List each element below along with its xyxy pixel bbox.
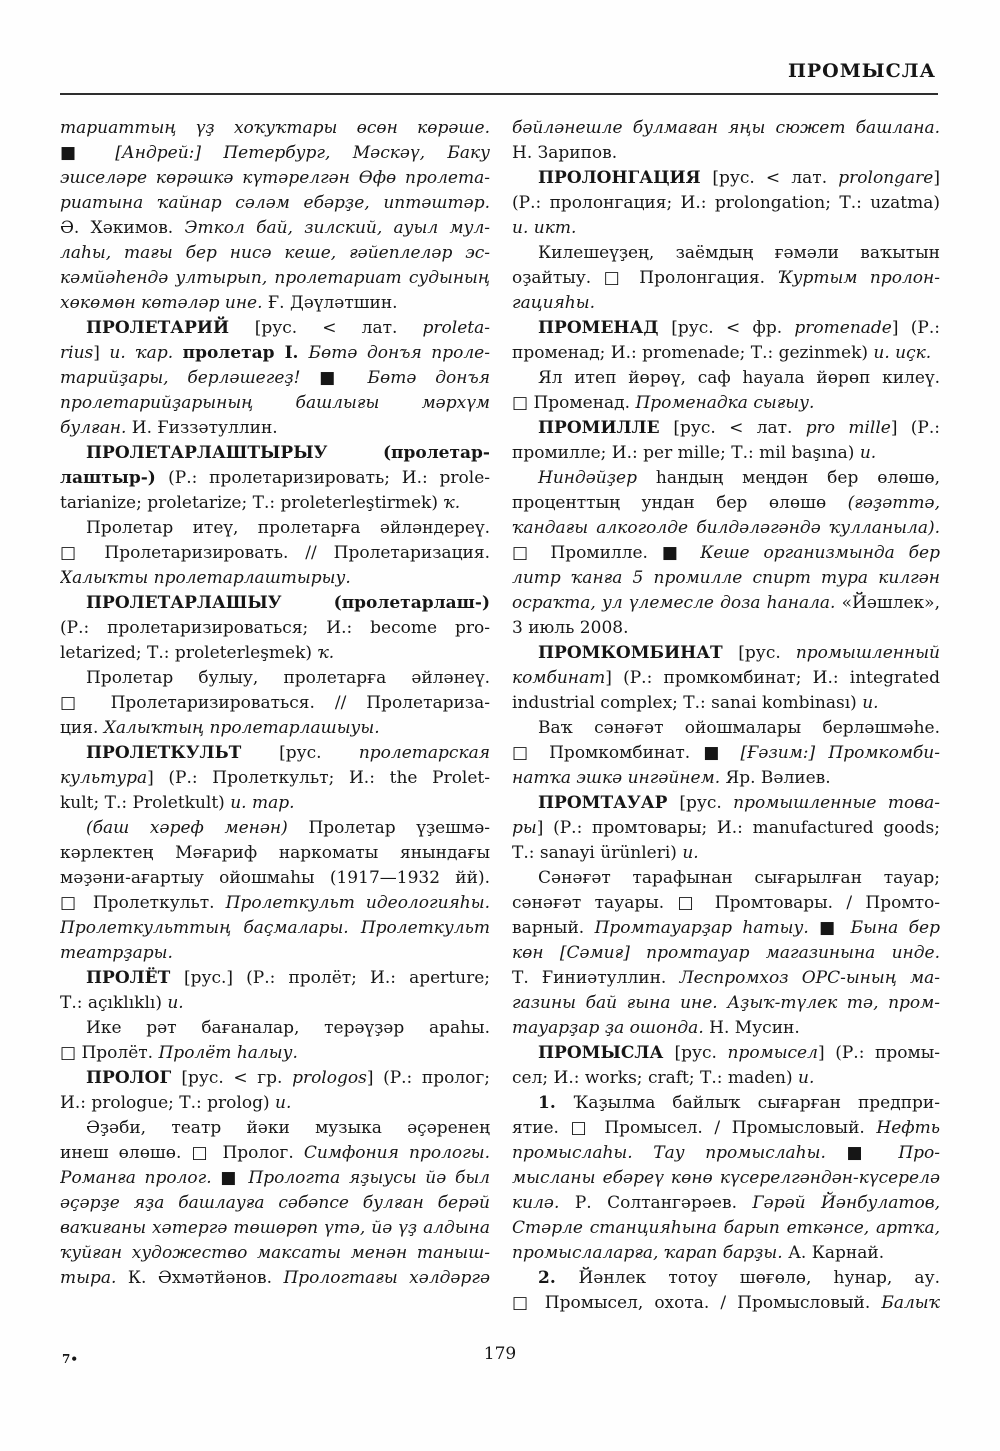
text-line	[60, 741, 490, 766]
text-line	[60, 291, 490, 316]
text-line	[60, 391, 490, 416]
text-run: ры	[512, 818, 537, 838]
text-run: тарийҙары, берләшегеҙ!	[60, 368, 320, 388]
text-line	[60, 691, 490, 716]
text-run: Н. Зарипов.	[512, 143, 618, 163]
text-line	[512, 341, 940, 366]
text-line	[60, 491, 490, 516]
text-line	[60, 1241, 490, 1266]
text-line	[60, 641, 490, 666]
text-run: (баш хәреф менән)	[86, 818, 309, 838]
text-line	[60, 716, 490, 741]
text-run: □ Промкомбинат. ■	[512, 743, 741, 763]
text-line	[60, 941, 490, 966]
text-run: Ә. Хәкимов.	[60, 218, 185, 238]
text-run: prologos	[292, 1068, 367, 1088]
text-run: тариаттың үҙ хоҡуҡтары өсөн көрәше.	[60, 118, 490, 138]
text-run: □ Променад.	[512, 393, 636, 413]
text-line	[512, 416, 940, 441]
text-run: letarized; Т.: proleterleşmek)	[60, 643, 318, 663]
text-run: Романға пролог.	[60, 1168, 221, 1188]
text-run: ПРОМЕНАД	[538, 318, 672, 338]
text-line	[512, 441, 940, 466]
text-run: оҙайтыу. □ Пролонгация.	[512, 268, 778, 288]
text-run: и.	[862, 693, 879, 713]
text-run: ] (Р.: промкомбинат; И.: integrated	[605, 668, 940, 688]
text-line	[512, 741, 940, 766]
text-run: Нефть	[876, 1118, 940, 1138]
text-run: [рус.	[679, 793, 734, 813]
text-run: променад; И.: promenade; Т.: gezinmek)	[512, 343, 874, 363]
text-run: ■	[60, 143, 116, 163]
text-run: инеш өлөшө. □ Пролог.	[60, 1143, 304, 1163]
text-run: мысланы ебәреү көнө күсерелгәндән-күсерелә	[512, 1168, 940, 1188]
text-run: Р. Солтангәрәев.	[574, 1193, 753, 1213]
text-run: 2.	[538, 1268, 579, 1288]
text-run: 1.	[538, 1093, 574, 1113]
text-run: бәйләнешле булмаған яңы сюжет башлана.	[512, 118, 940, 138]
text-line	[60, 316, 490, 341]
text-line	[512, 516, 940, 541]
text-run: и.	[275, 1093, 292, 1113]
text-run: Т.: açıklıklı)	[60, 993, 168, 1013]
text-run: гацияһы.	[512, 293, 595, 313]
text-line	[60, 216, 490, 241]
text-line	[512, 1291, 940, 1316]
text-line	[60, 866, 490, 891]
text-run: А. Карнай.	[788, 1243, 885, 1263]
text-run: ПРОМИЛЛЕ	[538, 418, 674, 438]
text-line	[60, 666, 490, 691]
text-run: лаштыр-)	[60, 468, 169, 488]
text-run: Промтауарҙар һатыу.	[594, 918, 820, 938]
text-run: ■	[319, 368, 368, 388]
text-run: [рус. < лат.	[712, 168, 839, 188]
text-run: Стәрле станцияһына барып еткәнсе, артҡа,	[512, 1218, 940, 1238]
text-run: ПРОЛОГ	[86, 1068, 182, 1088]
page-number: 179	[483, 1344, 517, 1364]
text-run: тауарҙар ҙа ошонда.	[512, 1018, 710, 1038]
text-run: ] (Р.:	[891, 318, 940, 338]
text-line	[60, 341, 490, 366]
text-run: proleta-	[422, 318, 490, 338]
text-run: осраҡта, ул үлемесле доза һанала.	[512, 593, 842, 613]
text-run: Пролетар үҙешмә-	[308, 818, 490, 838]
text-run: натҡа эшкә ингәйнем.	[512, 768, 726, 788]
text-line	[60, 1116, 490, 1141]
text-run: □ Пролеткульт.	[60, 893, 226, 913]
text-run: ] (Р.: промы-	[817, 1043, 940, 1063]
text-line	[60, 916, 490, 941]
text-run: хөкөмөн көтәләр ине.	[60, 293, 268, 313]
text-line	[512, 641, 940, 666]
text-run: kult; Т.: Proletkult)	[60, 793, 231, 813]
text-line	[512, 866, 940, 891]
text-run: promenade	[794, 318, 892, 338]
text-run: и.	[167, 993, 184, 1013]
signature-mark: 7•	[62, 1352, 79, 1366]
text-run: Йәнлек тотоу шөғөлө, һунар, ау.	[578, 1268, 940, 1288]
text-run: эшселәре көрәшкә күтәрелгән Өфө пролета-	[60, 168, 490, 188]
text-line	[60, 891, 490, 916]
text-line	[60, 241, 490, 266]
text-line	[512, 666, 940, 691]
text-run: Ғ. Дәүләтшин.	[267, 293, 398, 313]
text-run: [рус.	[738, 643, 796, 663]
text-run: Променадка сығыу.	[635, 393, 815, 413]
text-line	[60, 1166, 490, 1191]
text-line	[60, 1016, 490, 1041]
running-head: ПРОМЫСЛА	[787, 60, 936, 82]
text-line	[60, 1141, 490, 1166]
text-line	[60, 966, 490, 991]
text-line	[60, 591, 490, 616]
text-run: и. тар.	[230, 793, 295, 813]
text-run: □ Промысел, охота. / Промысловый.	[512, 1293, 882, 1313]
text-run: (Р.: пролетаризироваться; И.: become pro-	[60, 618, 490, 638]
text-run: ] (Р.:	[890, 418, 940, 438]
text-line	[512, 1216, 940, 1241]
text-line	[512, 941, 940, 966]
text-line	[512, 791, 940, 816]
text-run: «Йәшлек»,	[841, 593, 940, 613]
text-line	[60, 166, 490, 191]
text-line	[512, 1016, 940, 1041]
text-run: К. Әхмәтйәнов.	[127, 1268, 284, 1288]
text-run: ]	[93, 343, 110, 363]
text-run: Ниндәйҙер	[538, 468, 656, 488]
text-run: Н. Мусин.	[709, 1018, 800, 1038]
text-run: [рус.	[674, 1043, 728, 1063]
text-run: проценттың ундан бер өлөшө	[512, 493, 848, 513]
text-run: [рус.] (Р.: пролёт; И.: aperture;	[183, 968, 490, 988]
text-run: Ҡаҙылма байлыҡ сығарған предпри-	[573, 1093, 940, 1113]
text-run: Халыҡты пролетарлаштырыу.	[60, 568, 351, 588]
text-run: ҡуйған художество максаты менән таныш-	[60, 1243, 490, 1263]
text-run: Ҡуртым пролон-	[777, 268, 940, 288]
text-run: литр ҡанға 5 промилле спирт тура килгән	[512, 568, 940, 588]
text-run: [рус. < фр.	[671, 318, 795, 338]
text-run: Яр. Вәлиев.	[725, 768, 831, 788]
text-run: Ваҡ сәнәғәт ойошмалары берләшмәһе.	[538, 718, 940, 738]
text-line	[60, 841, 490, 866]
text-run: 3 июль 2008.	[512, 618, 629, 638]
text-run: [Андрей:] Петербург, Мәскәү, Баку	[115, 143, 490, 163]
text-line	[60, 991, 490, 1016]
text-line	[60, 766, 490, 791]
text-run: промыслаларға, ҡарап барҙы.	[512, 1243, 789, 1263]
text-run: (ғәҙәттә,	[847, 493, 940, 513]
text-run: пролетарийҙарының башлығы мәрхүм	[60, 393, 490, 413]
text-run: театрҙары.	[60, 943, 173, 963]
text-run: Кеше организмында бер	[700, 543, 940, 563]
text-run: промысел	[727, 1043, 818, 1063]
text-run: ПРОЛЕТКУЛЬТ	[86, 743, 280, 763]
text-run: Әҙәби, театр йәки музыка әҫәренең	[86, 1118, 490, 1138]
text-line	[512, 1091, 940, 1116]
text-line	[512, 716, 940, 741]
text-line	[512, 466, 940, 491]
text-run: ПРОЛЕТАРИЙ	[86, 318, 255, 338]
text-line	[60, 116, 490, 141]
text-line	[60, 141, 490, 166]
text-line	[512, 816, 940, 841]
text-run: и.	[859, 443, 877, 463]
text-run: ■	[819, 918, 851, 938]
text-run: ] (Р.: Пролеткульт; И.: the Prolet-	[147, 768, 490, 788]
text-line	[60, 1091, 490, 1116]
text-line	[512, 1241, 940, 1266]
text-run: Пролетар итеү, пролетарға әйләндереү.	[86, 518, 490, 538]
text-run: пролетар I.	[182, 343, 309, 363]
text-line	[512, 316, 940, 341]
text-run: Халыҡтың пролетарлашыуы.	[103, 718, 380, 738]
text-run: Балыҡ	[881, 1293, 940, 1313]
text-run: сәнәғәт тауары. □ Промтовары. / Промто-	[512, 893, 940, 913]
text-run: (Р.: пролонгация; И.: prolongation; Т.: uzatma)	[512, 193, 940, 213]
text-run: и. иҫк.	[873, 343, 932, 363]
text-line	[512, 141, 940, 166]
text-run: ПРОМКОМБИНАТ	[538, 643, 739, 663]
text-run: □ Пролёт.	[60, 1043, 159, 1063]
text-run: Симфония прологы.	[303, 1143, 490, 1163]
text-run: әҫәрҙе яҙа башлауға сәбәпсе булған берәй	[60, 1193, 490, 1213]
text-run: Про-	[898, 1143, 940, 1163]
text-run: pro mille	[805, 418, 891, 438]
text-line	[512, 216, 940, 241]
text-run: көн [Сәмиғ] промтауар магазинына инде.	[512, 943, 940, 963]
text-line	[512, 391, 940, 416]
text-line	[512, 1116, 940, 1141]
text-run: Прологта яҙыусы йә был	[248, 1168, 490, 1188]
text-line	[512, 566, 940, 591]
text-run: Т.: sanayi ürünleri)	[512, 843, 683, 863]
text-run: [рус. < гр.	[181, 1068, 293, 1088]
text-line	[60, 1266, 490, 1291]
text-run: ■	[220, 1168, 249, 1188]
text-run: ПРОЛЕТАРЛАШТЫРЫУ (пролетар-	[86, 443, 490, 463]
text-run: ваҡиғаны хәтергә төшөрөп үтә, йә үҙ алдына	[60, 1218, 490, 1238]
text-run: ] (Р.: пролог;	[366, 1068, 490, 1088]
text-line	[60, 516, 490, 541]
text-run: Ике рәт бағаналар, терәүҙәр араһы.	[86, 1018, 490, 1038]
text-run: □ Пролетаризироваться. // Пролетариза-	[60, 693, 490, 713]
text-line	[60, 266, 490, 291]
text-line	[512, 1041, 940, 1066]
text-line	[60, 441, 490, 466]
text-run: варный.	[512, 918, 595, 938]
text-run: [рус. < лат.	[673, 418, 806, 438]
text-run: кәмйәһендә ултырып, пролетариат судының	[60, 268, 490, 288]
text-run: (Р.: пролетаризировать; И.: prole-	[168, 468, 490, 488]
text-line	[512, 491, 940, 516]
text-run: и.	[682, 843, 699, 863]
text-line	[512, 591, 940, 616]
text-run: Пролеткульттың баҫмалары. Пролеткульт	[60, 918, 490, 938]
text-run: лаһы, тағы бер нисә кеше, ғәйеплеләр эс-	[60, 243, 490, 263]
text-run: industrial complex; Т.: sanai kombinası)	[512, 693, 863, 713]
text-run: Гәрәй Йәнбулатов,	[752, 1193, 940, 1213]
text-run: и. икт.	[512, 218, 577, 238]
text-run: Пролеткульт идеологияһы.	[225, 893, 490, 913]
text-line	[512, 916, 940, 941]
text-run: □ Пролетаризировать. // Пролетаризация.	[60, 543, 490, 563]
text-run: Бына бер	[850, 918, 940, 938]
text-line	[512, 266, 940, 291]
text-run: һандың меңдән бер өлөшө,	[655, 468, 940, 488]
text-run: Пролетар булыу, пролетарға әйләнеү.	[86, 668, 490, 688]
text-run: ПРОЛОНГАЦИЯ	[538, 168, 713, 188]
text-run: булған.	[60, 418, 132, 438]
text-run: ]	[933, 168, 940, 188]
text-run: промыслаһы. Тау промыслаһы.	[512, 1143, 847, 1163]
text-run: ПРОМТАУАР	[538, 793, 680, 813]
text-line	[60, 1041, 490, 1066]
text-run: Сәнәғәт тарафынан сығарылған тауар;	[538, 868, 940, 888]
text-line	[60, 616, 490, 641]
text-line	[60, 541, 490, 566]
text-run: [Ғәзим:] Промкомби-	[740, 743, 940, 763]
text-line	[60, 791, 490, 816]
text-run: Килешеүҙең, заёмдың ғәмәли ваҡытын	[538, 243, 940, 263]
text-line	[60, 1066, 490, 1091]
text-run: ятие. □ Промысел. / Промысловый.	[512, 1118, 877, 1138]
text-line	[512, 766, 940, 791]
text-line	[512, 616, 940, 641]
text-run: комбинат	[512, 668, 606, 688]
text-run: промилле; И.: per mille; Т.: mil başına)	[512, 443, 860, 463]
text-line	[512, 541, 940, 566]
text-run: Леспромхоз ОРС-ының ма-	[679, 968, 940, 988]
text-line	[60, 416, 490, 441]
text-line	[512, 841, 940, 866]
text-run: Бөтә донъя	[367, 368, 490, 388]
text-line	[512, 1191, 940, 1216]
text-run: Бөтә донъя проле-	[308, 343, 490, 363]
text-run: Пролёт һалыу.	[158, 1043, 298, 1063]
text-run: тыра.	[60, 1268, 128, 1288]
text-line	[512, 366, 940, 391]
text-run: культура	[60, 768, 148, 788]
text-run: rius	[60, 343, 94, 363]
text-run: Прологтағы хәлдәргә	[283, 1268, 490, 1288]
text-run: ПРОМЫСЛА	[538, 1043, 675, 1063]
text-line	[60, 191, 490, 216]
text-run: кәрлектең Мәғариф наркоматы янындағы	[60, 843, 490, 863]
text-line	[512, 291, 940, 316]
text-line	[512, 966, 940, 991]
text-line	[512, 991, 940, 1016]
text-line	[60, 566, 490, 591]
text-run: tarianize; proletarize; Т.: proleterleştirmek)	[60, 493, 444, 513]
text-line	[512, 1066, 940, 1091]
text-run: промышленный	[795, 643, 940, 663]
text-run: килә.	[512, 1193, 575, 1213]
text-line	[512, 691, 940, 716]
text-line	[60, 366, 490, 391]
text-run: ПРОЛЁТ	[86, 968, 184, 988]
text-run: Т. Ғиниәтуллин.	[512, 968, 680, 988]
header-rule	[60, 93, 938, 95]
text-run: ҡ.	[443, 493, 461, 513]
text-run: [рус. < лат.	[254, 318, 423, 338]
text-line	[60, 466, 490, 491]
text-line	[512, 891, 940, 916]
text-run: ция.	[60, 718, 104, 738]
text-run: □ Промилле. ■	[512, 543, 701, 563]
text-run: мәҙәни-ағартыу ойошмаһы (1917—1932 йй).	[60, 868, 490, 888]
text-line	[512, 1141, 940, 1166]
text-run: пролетарская	[358, 743, 490, 763]
right-column	[512, 116, 940, 1316]
text-line	[60, 1216, 490, 1241]
text-run: Ял итеп йөрөү, саф һауала йөрөп килеү.	[538, 368, 940, 388]
text-run: риатына ҡайнар сәләм ебәрҙе, иптәштәр.	[60, 193, 490, 213]
text-run: ПРОЛЕТАРЛАШЫУ (пролетарлаш-)	[86, 593, 490, 613]
text-run: [рус.	[279, 743, 359, 763]
text-run: промышленные това-	[733, 793, 940, 813]
text-line	[512, 1166, 940, 1191]
text-run: ■	[846, 1143, 899, 1163]
text-run: И.: prologue; Т.: prolog)	[60, 1093, 276, 1113]
text-line	[60, 1191, 490, 1216]
text-run: газины бай ғына ине. Аҙыҡ-түлек тә, пром-	[512, 993, 940, 1013]
text-run: сел; И.: works; craft; Т.: maden)	[512, 1068, 799, 1088]
text-run: ҡандағы алкоголде билдәләгәндә ҡулланыла).	[512, 518, 940, 538]
text-line	[512, 166, 940, 191]
text-run: и. ҡар.	[109, 343, 183, 363]
text-run: ҡ.	[317, 643, 335, 663]
text-line	[512, 241, 940, 266]
text-line	[512, 116, 940, 141]
text-run: и.	[798, 1068, 815, 1088]
text-run: ] (Р.: промтовары; И.: manufactured goods;	[536, 818, 940, 838]
text-line	[512, 191, 940, 216]
text-run: prolongare	[838, 168, 934, 188]
left-column	[60, 116, 490, 1291]
text-run: И. Ғиззәтуллин.	[131, 418, 278, 438]
text-line	[512, 1266, 940, 1291]
text-line	[60, 816, 490, 841]
text-run: Эткол бай, зилский, ауыл мул-	[184, 218, 490, 238]
